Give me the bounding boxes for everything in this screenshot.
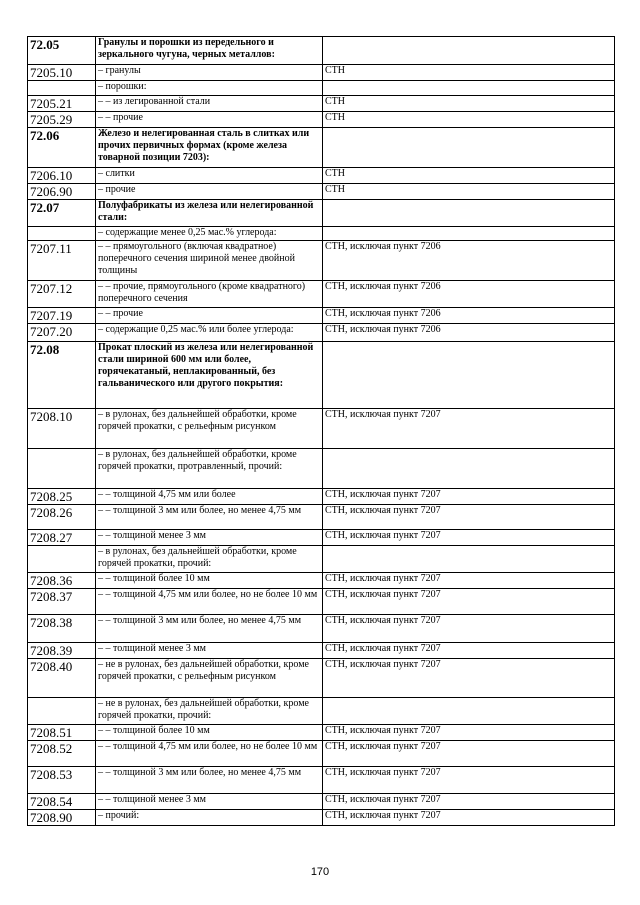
hs-code-cell	[28, 546, 96, 573]
rule-cell: СТН, исключая пункт 7207	[323, 409, 615, 449]
hs-code-cell: 7208.53	[28, 767, 96, 794]
hs-code-cell	[28, 449, 96, 489]
table-row	[28, 65, 615, 81]
hs-code-cell: 7207.11	[28, 241, 96, 281]
description-cell: – – толщиной 4,75 мм или более	[96, 489, 323, 505]
hs-code-cell: 7206.10	[28, 168, 96, 184]
description-cell: – – толщиной менее 3 мм	[96, 794, 323, 810]
rule-cell: СТН, исключая пункт 7207	[323, 810, 615, 826]
hs-code-cell: 7206.90	[28, 184, 96, 200]
description-cell: Прокат плоский из железа или нелегированной стали шириной 600 мм или более, горячекатаный, неплакированный, без гальванического или другого покрытия:	[96, 342, 323, 409]
heading-row	[28, 128, 615, 168]
description-cell: – – прочие, прямоугольного (кроме квадратного) поперечного сечения	[96, 281, 323, 308]
heading-row	[28, 200, 615, 227]
description-cell: – – толщиной более 10 мм	[96, 725, 323, 741]
hs-code-cell: 7208.40	[28, 659, 96, 698]
table-row	[28, 505, 615, 530]
rule-cell: СТН, исключая пункт 7207	[323, 573, 615, 589]
rule-cell: СТН	[323, 184, 615, 200]
table-row	[28, 794, 615, 810]
heading-row	[28, 37, 615, 65]
description-cell: – – толщиной 4,75 мм или более, но не более 10 мм	[96, 741, 323, 767]
table-row	[28, 409, 615, 449]
hs-code-cell: 7208.38	[28, 615, 96, 643]
heading-row	[28, 342, 615, 409]
rule-cell: СТН, исключая пункт 7207	[323, 659, 615, 698]
table-row	[28, 168, 615, 184]
hs-code-cell: 7208.27	[28, 530, 96, 546]
table-row	[28, 81, 615, 96]
rule-cell: СТН, исключая пункт 7207	[323, 530, 615, 546]
description-cell: – прочий:	[96, 810, 323, 826]
table-row	[28, 698, 615, 725]
hs-code-cell	[28, 698, 96, 725]
rule-cell: СТН, исключая пункт 7207	[323, 725, 615, 741]
rule-cell: СТН	[323, 65, 615, 81]
table-row	[28, 324, 615, 342]
description-cell: – содержащие 0,25 мас.% или более углерода:	[96, 324, 323, 342]
description-cell: Гранулы и порошки из передельного и зеркального чугуна, черных металлов:	[96, 37, 323, 65]
description-cell: – не в рулонах, без дальнейшей обработки, кроме горячей прокатки, прочий:	[96, 698, 323, 725]
tariff-table-body	[28, 37, 615, 826]
description-cell: – слитки	[96, 168, 323, 184]
rule-cell: СТН	[323, 168, 615, 184]
description-cell: – – прочие	[96, 112, 323, 128]
table-row	[28, 767, 615, 794]
table-row	[28, 227, 615, 241]
description-cell: – – толщиной более 10 мм	[96, 573, 323, 589]
description-cell: – прочие	[96, 184, 323, 200]
table-row	[28, 810, 615, 826]
hs-code-cell: 7207.12	[28, 281, 96, 308]
hs-code-cell: 72.07	[28, 200, 96, 227]
rule-cell	[323, 546, 615, 573]
rule-cell: СТН, исключая пункт 7206	[323, 281, 615, 308]
hs-code-cell	[28, 81, 96, 96]
description-cell: – – прямоугольного (включая квадратное) поперечного сечения шириной менее двойной толщины	[96, 241, 323, 281]
description-cell: – в рулонах, без дальнейшей обработки, кроме горячей прокатки, прочий:	[96, 546, 323, 573]
hs-code-cell: 7208.25	[28, 489, 96, 505]
table-row	[28, 530, 615, 546]
rule-cell: СТН, исключая пункт 7207	[323, 589, 615, 615]
description-cell: Железо и нелегированная сталь в слитках или прочих первичных формах (кроме железа товарной позиции 7203):	[96, 128, 323, 168]
table-row	[28, 241, 615, 281]
rule-cell: СТН, исключая пункт 7207	[323, 741, 615, 767]
hs-code-cell: 7205.10	[28, 65, 96, 81]
table-row	[28, 184, 615, 200]
table-row	[28, 449, 615, 489]
hs-code-cell: 72.08	[28, 342, 96, 409]
table-row	[28, 96, 615, 112]
hs-code-cell: 7208.36	[28, 573, 96, 589]
description-cell: – – прочие	[96, 308, 323, 324]
description-cell: – – толщиной 4,75 мм или более, но не более 10 мм	[96, 589, 323, 615]
table-row	[28, 546, 615, 573]
hs-code-cell: 7207.19	[28, 308, 96, 324]
description-cell: – – толщиной менее 3 мм	[96, 530, 323, 546]
description-cell: – содержащие менее 0,25 мас.% углерода:	[96, 227, 323, 241]
rule-cell	[323, 128, 615, 168]
hs-code-cell: 7205.21	[28, 96, 96, 112]
rule-cell	[323, 81, 615, 96]
rule-cell	[323, 342, 615, 409]
description-cell: – – толщиной 3 мм или более, но менее 4,75 мм	[96, 767, 323, 794]
description-cell: – – толщиной менее 3 мм	[96, 643, 323, 659]
rule-cell: СТН, исключая пункт 7207	[323, 794, 615, 810]
hs-code-cell: 72.05	[28, 37, 96, 65]
rule-cell: СТН	[323, 96, 615, 112]
description-cell: – в рулонах, без дальнейшей обработки, кроме горячей прокатки, протравленный, прочий:	[96, 449, 323, 489]
table-row	[28, 725, 615, 741]
table-row	[28, 615, 615, 643]
hs-code-cell: 7207.20	[28, 324, 96, 342]
table-row	[28, 741, 615, 767]
rule-cell	[323, 449, 615, 489]
table-row	[28, 573, 615, 589]
description-cell: – – толщиной 3 мм или более, но менее 4,75 мм	[96, 615, 323, 643]
rule-cell	[323, 227, 615, 241]
rule-cell: СТН, исключая пункт 7207	[323, 767, 615, 794]
rule-cell: СТН	[323, 112, 615, 128]
description-cell: – порошки:	[96, 81, 323, 96]
hs-code-cell: 7208.90	[28, 810, 96, 826]
hs-code-cell: 7205.29	[28, 112, 96, 128]
hs-code-cell: 7208.54	[28, 794, 96, 810]
table-row	[28, 589, 615, 615]
hs-code-cell: 7208.37	[28, 589, 96, 615]
description-cell: – не в рулонах, без дальнейшей обработки, кроме горячей прокатки, с рельефным рисунком	[96, 659, 323, 698]
rule-cell: СТН, исключая пункт 7206	[323, 324, 615, 342]
hs-code-cell: 7208.52	[28, 741, 96, 767]
hs-code-cell: 72.06	[28, 128, 96, 168]
description-cell: Полуфабрикаты из железа или нелегированной стали:	[96, 200, 323, 227]
rule-cell: СТН, исключая пункт 7207	[323, 615, 615, 643]
table-row	[28, 489, 615, 505]
rule-cell	[323, 698, 615, 725]
rule-cell	[323, 37, 615, 65]
hs-code-cell: 7208.26	[28, 505, 96, 530]
description-cell: – в рулонах, без дальнейшей обработки, кроме горячей прокатки, с рельефным рисунком	[96, 409, 323, 449]
table-row	[28, 112, 615, 128]
description-cell: – – толщиной 3 мм или более, но менее 4,75 мм	[96, 505, 323, 530]
hs-code-cell: 7208.10	[28, 409, 96, 449]
hs-code-cell: 7208.51	[28, 725, 96, 741]
description-cell: – гранулы	[96, 65, 323, 81]
description-cell: – – из легированной стали	[96, 96, 323, 112]
rule-cell: СТН, исключая пункт 7206	[323, 241, 615, 281]
page-number: 170	[310, 866, 330, 878]
rule-cell	[323, 200, 615, 227]
rule-cell: СТН, исключая пункт 7207	[323, 489, 615, 505]
table-row	[28, 659, 615, 698]
hs-code-cell: 7208.39	[28, 643, 96, 659]
rule-cell: СТН, исключая пункт 7207	[323, 505, 615, 530]
table-row	[28, 643, 615, 659]
table-row	[28, 308, 615, 324]
hs-code-cell	[28, 227, 96, 241]
table-row	[28, 281, 615, 308]
rule-cell: СТН, исключая пункт 7206	[323, 308, 615, 324]
tariff-table	[27, 36, 615, 826]
rule-cell: СТН, исключая пункт 7207	[323, 643, 615, 659]
